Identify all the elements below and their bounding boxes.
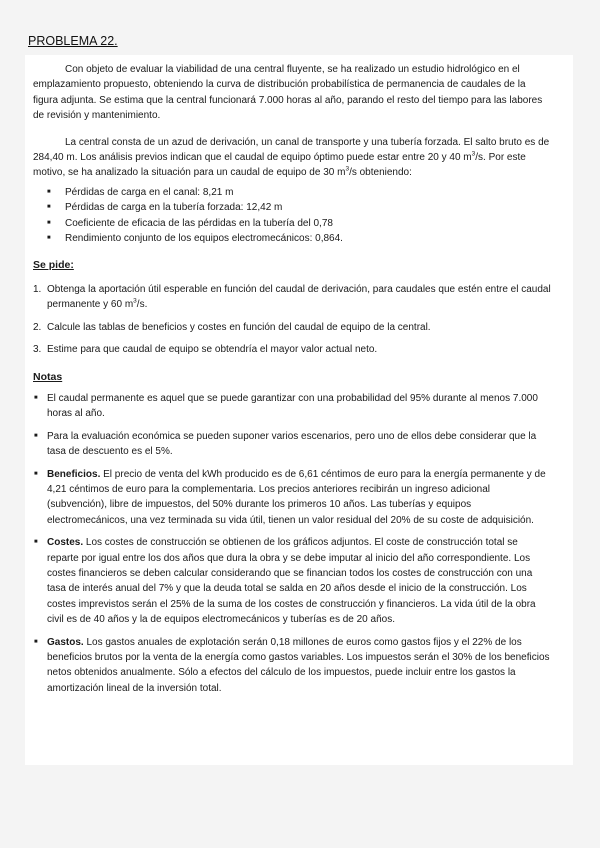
note-text: El precio de venta del kWh producido es de 6,61 céntimos de euro para la energía permanente y de 4,21 céntimos de euro para la complementaria. Los precios anteriores recibirán un ingreso adicional (subvención), libre de impuestos, del 50% durante los primeros 10 años. Las tuberías y equipos electromecánicos, una vez terminada su vida útil, tienen un valor residual del 20% de su coste de adquisición.	[47, 468, 546, 526]
note-item: ■ Para la evaluación económica se pueden suponer varios escenarios, pero uno de ellos debe considerar que la tasa de descuento es el 5%.	[33, 429, 551, 460]
note-item	[33, 467, 551, 529]
task-text: Estime para que caudal de equipo se obtendría el mayor valor actual neto.	[47, 344, 378, 356]
superscript-3: 3	[345, 166, 350, 174]
note-label-costes: Costes.	[47, 537, 84, 549]
data-item: ■ Rendimiento conjunto de los equipos electromecánicos: 0,864.	[33, 231, 551, 246]
note-item	[33, 635, 551, 697]
note-item: ■ El caudal permanente es aquel que se puede garantizar con una probabilidad del 95% durante al menos 7.000 horas al año.	[33, 391, 551, 422]
task-text-end: /s.	[136, 299, 148, 311]
se-pide-heading: Se pide:	[33, 259, 74, 272]
task-item	[33, 320, 551, 335]
notes-list	[33, 391, 551, 696]
document-body	[33, 62, 551, 703]
task-number: 1.	[33, 283, 42, 295]
task-number: 2.	[33, 321, 42, 333]
data-item: ■ Coeficiente de eficacia de las pérdidas en la tubería del 0,78	[33, 216, 551, 231]
task-text: Calcule las tablas de beneficios y costes en función del caudal de equipo de la central.	[47, 321, 431, 333]
note-text: Los gastos anuales de explotación serán 0,18 millones de euros como gastos fijos y el 22% de los beneficios brutos por la venta de la energía como gastos variables. Los impuestos serán el 30% de los beneficios netos obtenidos anualmente. Sólo a efectos del cálculo de los impuestos, puede incluir entre los gastos la amortización lineal de la inversión total.	[47, 636, 550, 694]
intro-p2-part-a: La central consta de un azud de derivación, un canal de transporte y una tubería forzada. El salto bruto es de 284,40 m. Los análisis previos indican que el caudal de equipo óptimo puede estar entre 20 y 40 m	[33, 136, 550, 164]
problem-title: PROBLEMA 22.	[28, 34, 118, 48]
data-list	[33, 185, 551, 247]
task-number: 3.	[33, 344, 42, 356]
intro-p2-part-c: /s obteniendo:	[349, 167, 412, 179]
notas-heading: Notas	[33, 370, 63, 383]
task-item	[33, 342, 551, 357]
intro-p2-part-b: /s. Por este motivo, se ha analizado la situación para un caudal de equipo de 30 m	[33, 152, 526, 179]
note-label-gastos: Gastos.	[47, 636, 84, 648]
task-list	[33, 282, 551, 358]
data-item: ■ Pérdidas de carga en el canal: 8,21 m	[33, 185, 551, 200]
task-text: Obtenga la aportación útil esperable en función del caudal de derivación, para caudales que estén entre el caudal permanente y 60 m	[47, 283, 551, 311]
note-text: Los costes de construcción se obtienen de los gráficos adjuntos. El coste de construcción total se reparte por igual entre los dos años que dura la obra y se debe imputar al inicio del año correspondiente. Los costes financieros se deben calcular considerando que se financian todos los costes de construcción con una tasa de interés anual del 7% y que la deuda total se salda en 20 años desde el inicio de la construcción. Los costes imprevistos serán el 25% de la suma de los costes de construcción y financieros. La vida útil de la obra civil es de 40 años y la de equipos electromecánicos y tuberías es de 20 años.	[47, 537, 536, 626]
superscript-3: 3	[133, 297, 137, 305]
intro-paragraph-2	[33, 135, 551, 181]
superscript-3: 3	[471, 150, 476, 158]
intro-paragraph-1: Con objeto de evaluar la viabilidad de una central fluyente, se ha realizado un estudio hidrológico en el emplazamiento propuesto, obteniendo la curva de distribución probabilística de permanencia de caudales de la figura adjunta. Se estima que la central funcionará 7.000 horas al año, parando el resto del tiempo para las labores de revisión y mantenimiento.	[33, 64, 543, 122]
data-item: ■ Pérdidas de carga en la tubería forzada: 12,42 m	[33, 200, 551, 215]
note-item	[33, 535, 551, 627]
task-item	[33, 282, 551, 313]
note-label-beneficios: Beneficios.	[47, 468, 101, 480]
